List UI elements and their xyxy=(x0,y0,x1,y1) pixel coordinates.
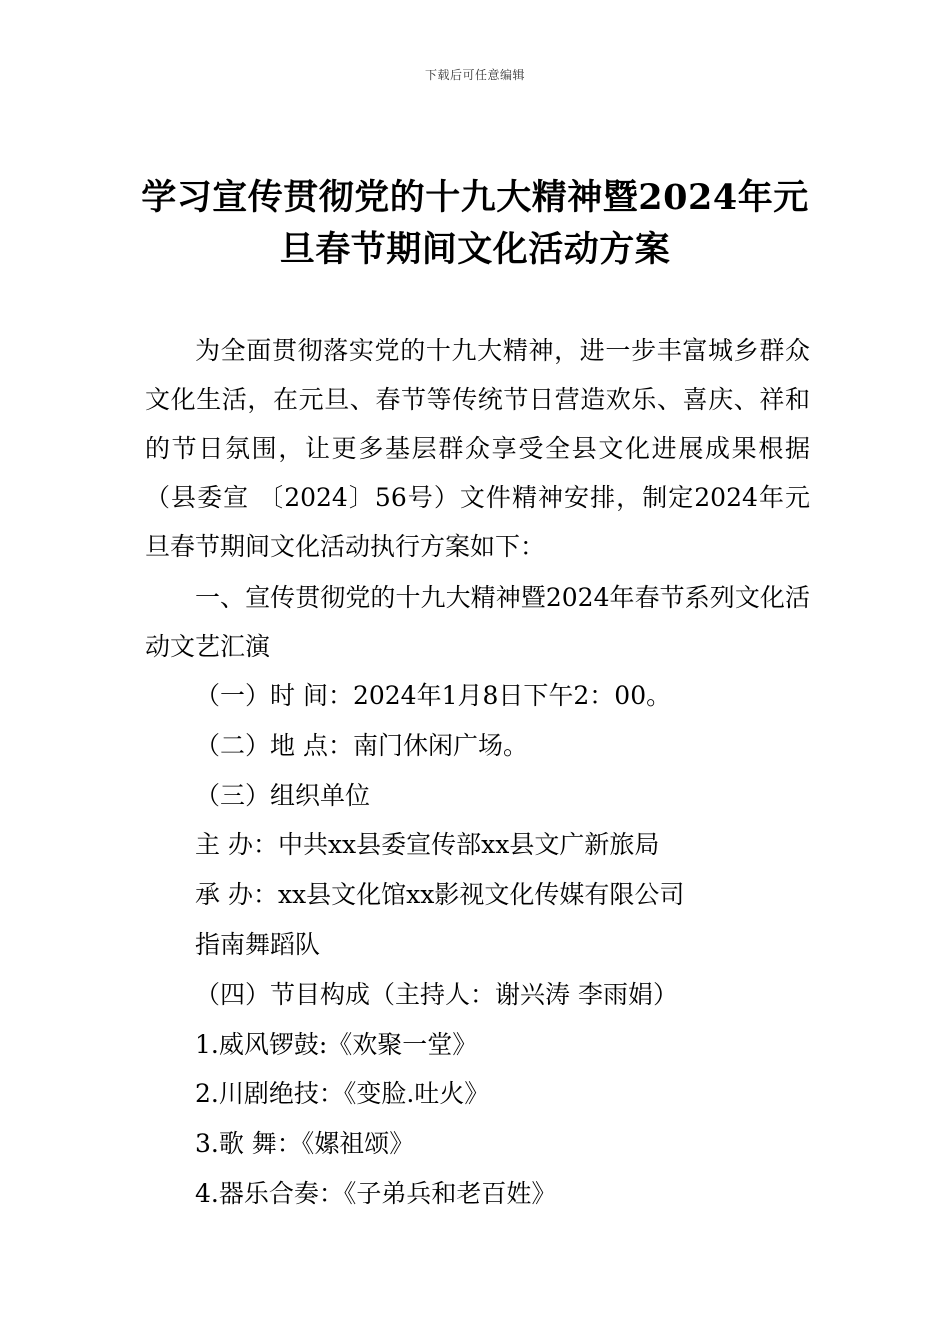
title-line-1: 学习宣传贯彻党的十九大精神暨2024年元 xyxy=(141,177,809,218)
document-title xyxy=(100,172,850,276)
item-program-heading: （四）节目构成（主持人：谢兴涛 李雨娟） xyxy=(195,980,678,1009)
program-item-4: 4.器乐合奏：《子弟兵和老百姓》 xyxy=(195,1179,557,1208)
page-header-note: 下载后可任意编辑 xyxy=(424,68,525,82)
intro-paragraph: 为全面贯彻落实党的十九大精神，进一步丰富城乡群众文化生活，在元旦、春节等传统节日营造欢乐、喜庆、祥和的节日氛围，让更多基层群众享受全县文化进展成果根据（县委宣 〔2024〕56号）文件精神安排，制定2024年元旦春节期间文化活动执行方案如下： xyxy=(145,336,810,561)
item-organizers-heading: （三）组织单位 xyxy=(195,781,371,810)
item-location: （二）地 点：南门休闲广场。 xyxy=(195,731,528,760)
item-host: 主 办：中共xx县委宣传部xx县文广新旅局 xyxy=(195,830,660,859)
item-dance-team: 指南舞蹈队 xyxy=(195,930,321,959)
item-time: （一）时 间：2024年1月8日下午2：00。 xyxy=(195,681,672,710)
section-heading-1: 一、宣传贯彻党的十九大精神暨2024年春节系列文化活动文艺汇演 xyxy=(145,583,810,661)
program-item-3: 3.歌 舞：《嫘祖颂》 xyxy=(195,1129,415,1158)
item-co-host: 承 办：xx县文化馆xx影视文化传媒有限公司 xyxy=(195,880,685,909)
program-item-2: 2.川剧绝技：《变脸.吐火》 xyxy=(195,1079,490,1108)
title-line-2: 旦春节期间文化活动方案 xyxy=(279,229,671,270)
program-item-1: 1.威风锣鼓:《欢聚一堂》 xyxy=(195,1030,478,1059)
